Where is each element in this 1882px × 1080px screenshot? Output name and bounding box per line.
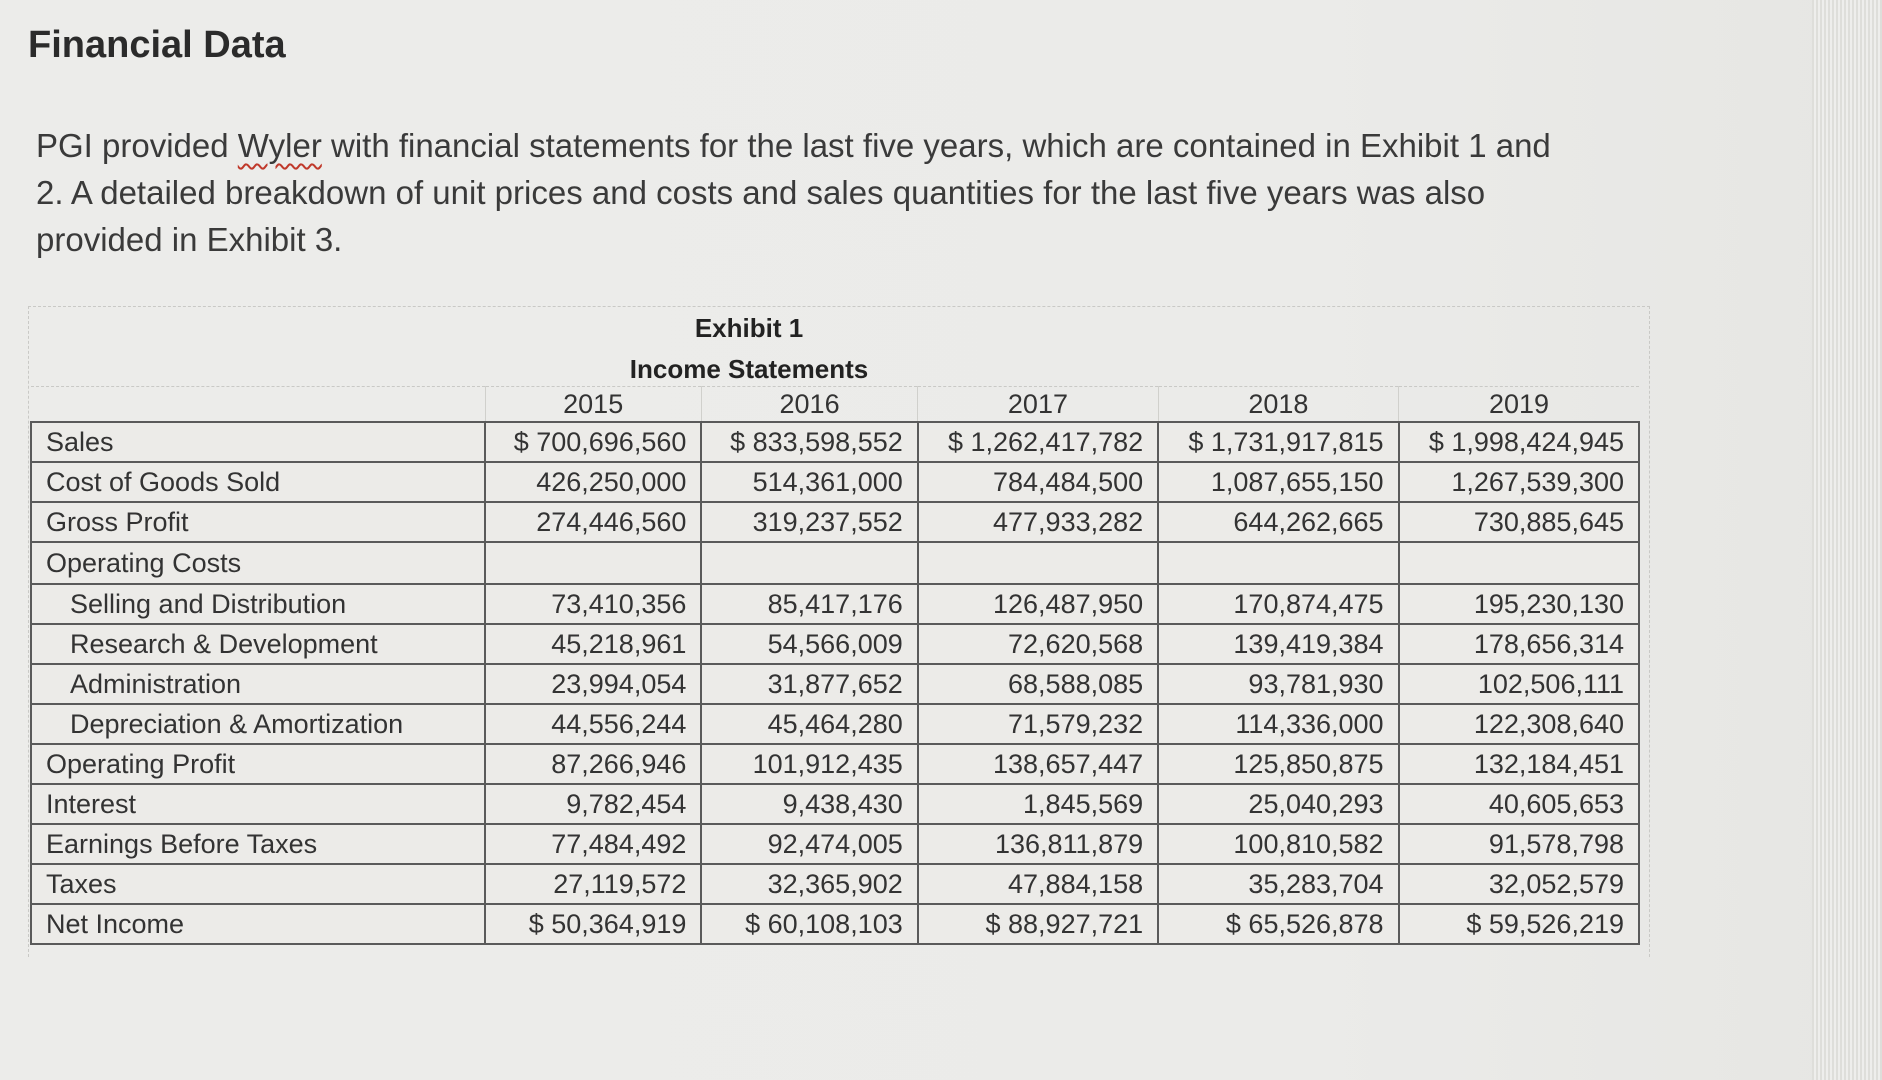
cell-value: 319,237,552 bbox=[701, 502, 917, 542]
cell-value: 139,419,384 bbox=[1158, 624, 1398, 664]
row-gross-profit bbox=[31, 502, 1639, 542]
row-interest bbox=[31, 784, 1639, 824]
intro-line-1a: PGI provided bbox=[36, 127, 238, 164]
cell-value: 72,620,568 bbox=[918, 624, 1158, 664]
intro-line-1c: with financial statements for the last five years, which are contained in Exhibit 1 and bbox=[321, 127, 1551, 164]
cell-value: 138,657,447 bbox=[918, 744, 1158, 784]
cell-value: 68,588,085 bbox=[918, 664, 1158, 704]
cell-value: 101,912,435 bbox=[701, 744, 917, 784]
row-selling-distribution bbox=[31, 584, 1639, 624]
row-research-development bbox=[31, 624, 1639, 664]
cell-value bbox=[1399, 542, 1639, 584]
row-earnings-before-taxes bbox=[31, 824, 1639, 864]
row-net-income bbox=[31, 904, 1639, 944]
cell-value: 54,566,009 bbox=[701, 624, 917, 664]
row-operating-costs bbox=[31, 542, 1639, 584]
cell-value: 93,781,930 bbox=[1158, 664, 1398, 704]
intro-line-3: provided in Exhibit 3. bbox=[36, 221, 343, 258]
row-label: Operating Costs bbox=[31, 542, 485, 584]
cell-value: 71,579,232 bbox=[918, 704, 1158, 744]
income-statement-table bbox=[30, 386, 1640, 945]
cell-value: 44,556,244 bbox=[485, 704, 701, 744]
row-taxes bbox=[31, 864, 1639, 904]
cell-value: $ 1,262,417,782 bbox=[918, 422, 1158, 462]
cell-value: 9,782,454 bbox=[485, 784, 701, 824]
year-header-2018: 2018 bbox=[1158, 387, 1398, 423]
cell-value bbox=[918, 542, 1158, 584]
cell-value: 514,361,000 bbox=[701, 462, 917, 502]
cell-value: 102,506,111 bbox=[1399, 664, 1639, 704]
row-label: Sales bbox=[31, 422, 485, 462]
cell-value: 92,474,005 bbox=[701, 824, 917, 864]
cell-value: $ 700,696,560 bbox=[485, 422, 701, 462]
cell-value: 730,885,645 bbox=[1399, 502, 1639, 542]
cell-value: 1,267,539,300 bbox=[1399, 462, 1639, 502]
intro-paragraph bbox=[36, 122, 1656, 263]
cell-value: 25,040,293 bbox=[1158, 784, 1398, 824]
cell-value: 35,283,704 bbox=[1158, 864, 1398, 904]
cell-value: 126,487,950 bbox=[918, 584, 1158, 624]
cell-value: 91,578,798 bbox=[1399, 824, 1639, 864]
header-blank-cell bbox=[31, 387, 485, 423]
cell-value: 31,877,652 bbox=[701, 664, 917, 704]
cell-value: 45,218,961 bbox=[485, 624, 701, 664]
cell-value: 644,262,665 bbox=[1158, 502, 1398, 542]
cell-value: 87,266,946 bbox=[485, 744, 701, 784]
row-label: Selling and Distribution bbox=[31, 584, 485, 624]
cell-value: 122,308,640 bbox=[1399, 704, 1639, 744]
cell-value: 40,605,653 bbox=[1399, 784, 1639, 824]
spellcheck-word[interactable]: Wyler bbox=[237, 127, 322, 164]
year-header-2016: 2016 bbox=[701, 387, 917, 423]
year-header-row bbox=[31, 387, 1639, 423]
cell-value: 426,250,000 bbox=[485, 462, 701, 502]
cell-value: 100,810,582 bbox=[1158, 824, 1398, 864]
cell-value: 178,656,314 bbox=[1399, 624, 1639, 664]
cell-value: $ 50,364,919 bbox=[485, 904, 701, 944]
cell-value bbox=[485, 542, 701, 584]
year-header-2015: 2015 bbox=[485, 387, 701, 423]
cell-value: 32,052,579 bbox=[1399, 864, 1639, 904]
cell-value: $ 59,526,219 bbox=[1399, 904, 1639, 944]
row-label: Taxes bbox=[31, 864, 485, 904]
row-operating-profit bbox=[31, 744, 1639, 784]
cell-value: $ 65,526,878 bbox=[1158, 904, 1398, 944]
cell-value bbox=[1158, 542, 1398, 584]
cell-value: 73,410,356 bbox=[485, 584, 701, 624]
cell-value: 136,811,879 bbox=[918, 824, 1158, 864]
page-title: Financial Data bbox=[28, 24, 286, 66]
cell-value: 77,484,492 bbox=[485, 824, 701, 864]
cell-value bbox=[701, 542, 917, 584]
row-label: Operating Profit bbox=[31, 744, 485, 784]
cell-value: 23,994,054 bbox=[485, 664, 701, 704]
screen-edge-strip bbox=[1812, 0, 1882, 1080]
row-label: Depreciation & Amortization bbox=[31, 704, 485, 744]
row-depreciation-amortization bbox=[31, 704, 1639, 744]
row-label: Research & Development bbox=[31, 624, 485, 664]
cell-value: 170,874,475 bbox=[1158, 584, 1398, 624]
cell-value: 85,417,176 bbox=[701, 584, 917, 624]
intro-line-1 bbox=[36, 122, 1656, 169]
cell-value: 477,933,282 bbox=[918, 502, 1158, 542]
row-administration bbox=[31, 664, 1639, 704]
cell-value: 45,464,280 bbox=[701, 704, 917, 744]
exhibit-subtitle: Income Statements bbox=[629, 354, 869, 384]
cell-value: $ 833,598,552 bbox=[701, 422, 917, 462]
cell-value: 1,845,569 bbox=[918, 784, 1158, 824]
row-label: Earnings Before Taxes bbox=[31, 824, 485, 864]
cell-value: $ 1,998,424,945 bbox=[1399, 422, 1639, 462]
cell-value: 125,850,875 bbox=[1158, 744, 1398, 784]
cell-value: 274,446,560 bbox=[485, 502, 701, 542]
row-label: Gross Profit bbox=[31, 502, 485, 542]
row-cogs bbox=[31, 462, 1639, 502]
cell-value: 27,119,572 bbox=[485, 864, 701, 904]
cell-value: $ 1,731,917,815 bbox=[1158, 422, 1398, 462]
row-label: Net Income bbox=[31, 904, 485, 944]
year-header-2017: 2017 bbox=[918, 387, 1158, 423]
year-header-2019: 2019 bbox=[1399, 387, 1639, 423]
cell-value: 32,365,902 bbox=[701, 864, 917, 904]
row-label: Administration bbox=[31, 664, 485, 704]
exhibit-header bbox=[29, 313, 1629, 385]
exhibit-title: Exhibit 1 bbox=[694, 313, 804, 343]
cell-value: 784,484,500 bbox=[918, 462, 1158, 502]
row-label: Cost of Goods Sold bbox=[31, 462, 485, 502]
cell-value: 1,087,655,150 bbox=[1158, 462, 1398, 502]
cell-value: $ 88,927,721 bbox=[918, 904, 1158, 944]
row-label: Interest bbox=[31, 784, 485, 824]
row-sales bbox=[31, 422, 1639, 462]
cell-value: 132,184,451 bbox=[1399, 744, 1639, 784]
intro-line-2: 2. A detailed breakdown of unit prices and costs and sales quantities for the last five years was also bbox=[36, 174, 1486, 211]
cell-value: 195,230,130 bbox=[1399, 584, 1639, 624]
cell-value: $ 60,108,103 bbox=[701, 904, 917, 944]
cell-value: 47,884,158 bbox=[918, 864, 1158, 904]
cell-value: 114,336,000 bbox=[1158, 704, 1398, 744]
cell-value: 9,438,430 bbox=[701, 784, 917, 824]
